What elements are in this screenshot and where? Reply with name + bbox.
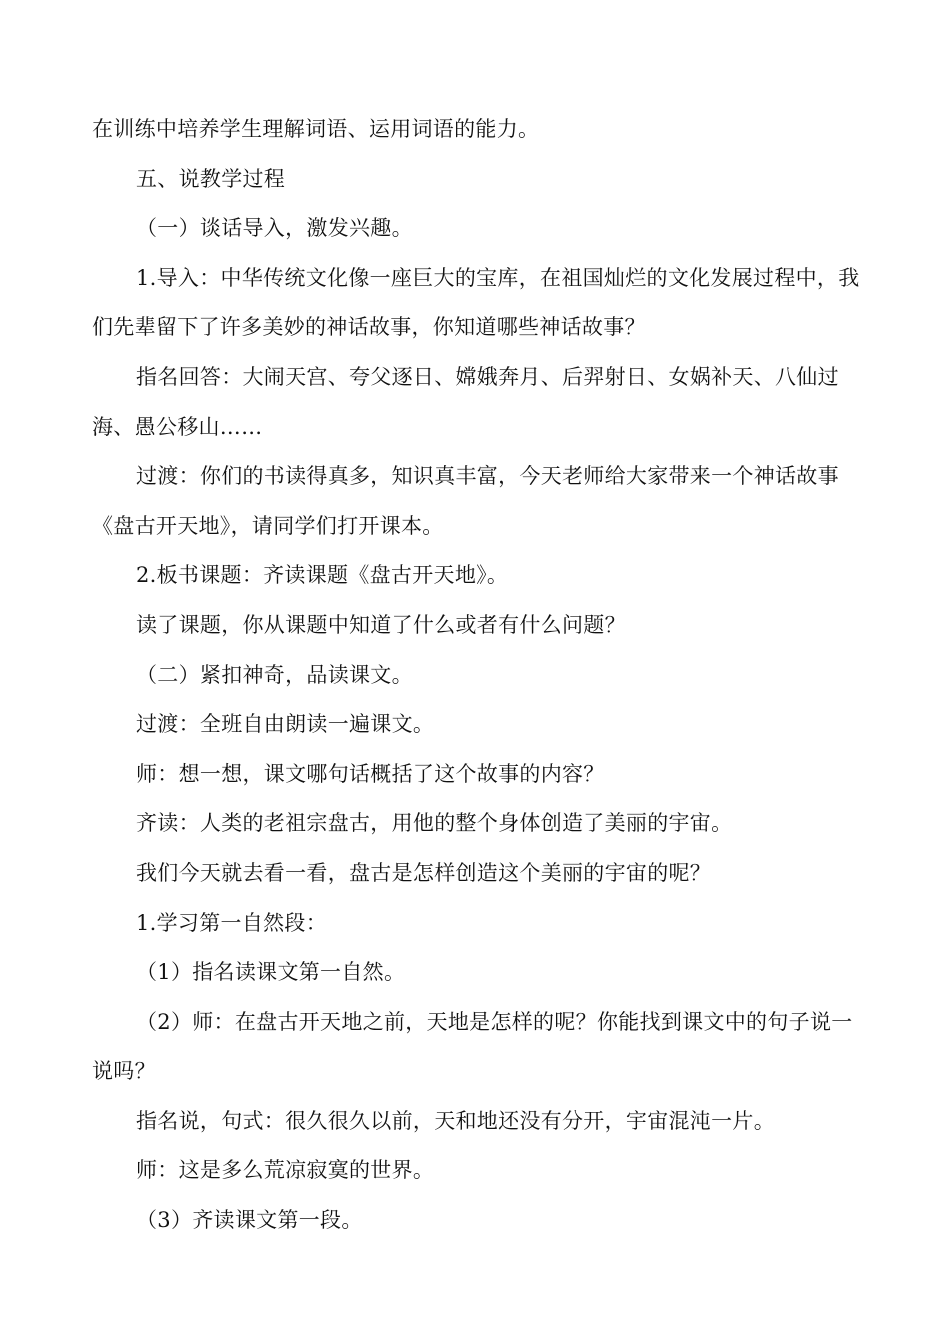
paragraph-intro: 1.导入：中华传统文化像一座巨大的宝库，在祖国灿烂的文化发展过程中，我们先辈留下了许多美妙的神话故事，你知道哪些神话故事？ [92, 265, 860, 340]
paragraph-question: 读了课题，你从课题中知道了什么或者有什么问题？ [136, 612, 626, 637]
subsection-heading-reading: （二）紧扣神奇，品读课文。 [136, 662, 413, 687]
document-body [92, 105, 872, 1246]
paragraph-step-one-a: （1）指名读课文第一自然。 [136, 960, 406, 985]
paragraph-continuation: 在训练中培养学生理解词语、运用词语的能力。 [92, 117, 540, 141]
paragraph-teacher-remark: 师：这是多么荒凉寂寞的世界。 [136, 1158, 435, 1183]
paragraph-transition: 过渡：你们的书读得真多，知识真丰富，今天老师给大家带来一个神话故事《盘古开天地》，请同学们打开课本。 [92, 464, 839, 538]
paragraph-lead-in: 我们今天就去看一看，盘古是怎样创造这个美丽的宇宙的呢？ [136, 860, 712, 885]
paragraph-sentence-pattern: 指名说，句式：很久很久以前，天和地还没有分开，宇宙混沌一片。 [136, 1108, 775, 1133]
paragraph-chorus-reading: 齐读：人类的老祖宗盘古，用他的整个身体创造了美丽的宇宙。 [136, 811, 733, 836]
paragraph-step-one-b: （2）师：在盘古开天地之前，天地是怎样的呢？你能找到课文中的句子说一说吗？ [92, 1009, 853, 1084]
paragraph-teacher-question: 师：想一想，课文哪句话概括了这个故事的内容？ [136, 761, 605, 786]
subsection-heading-intro: （一）谈话导入，激发兴趣。 [136, 216, 413, 241]
paragraph-step-one: 1.学习第一自然段： [136, 910, 328, 935]
paragraph-board-title: 2.板书课题：齐读课题《盘古开天地》。 [136, 563, 509, 588]
section-heading-teaching-process: 五、说教学过程 [136, 166, 286, 191]
paragraph-step-one-c: （3）齐读课文第一段。 [136, 1208, 363, 1233]
paragraph-transition-reading: 过渡：全班自由朗读一遍课文。 [136, 712, 435, 737]
paragraph-answers: 指名回答：大闹天宫、夸父逐日、嫦娥奔月、后羿射日、女娲补天、八仙过海、愚公移山…… [92, 364, 839, 439]
